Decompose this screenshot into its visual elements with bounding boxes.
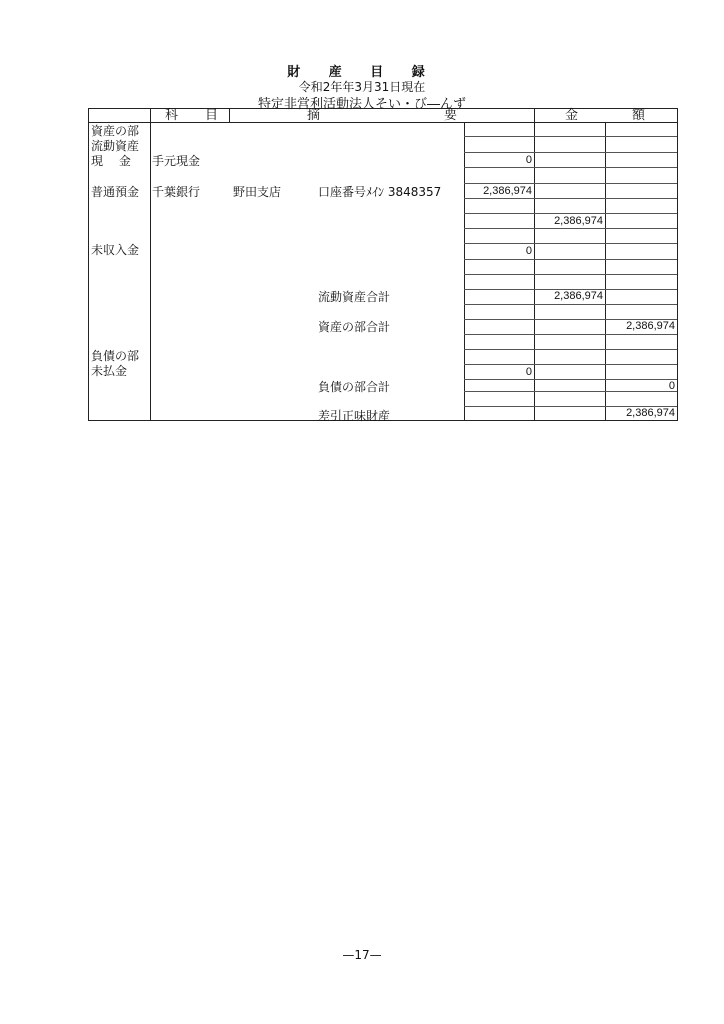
label-receivable: 未収入金	[91, 243, 140, 257]
label-assets-section: 資産の部	[91, 124, 140, 138]
row-line	[464, 228, 677, 229]
value-current-assets-total: 2,386,974	[554, 290, 603, 302]
row-line	[464, 183, 677, 184]
row-line	[464, 136, 677, 137]
value-assets-total: 2,386,974	[626, 320, 675, 332]
row-line	[464, 334, 677, 335]
label-assets-total: 資産の部合計	[318, 320, 391, 334]
document-title: 財 産 目 録	[287, 65, 437, 80]
label-cash: 現 金	[91, 154, 131, 168]
label-branch: 野田支店	[233, 185, 282, 199]
header-subject-2: 目	[205, 108, 219, 123]
label-current-assets: 流動資産	[91, 139, 140, 153]
col-divider	[150, 109, 151, 420]
label-cash-detail: 手元現金	[152, 154, 201, 168]
label-bank: 千葉銀行	[152, 185, 201, 199]
value-cash: 0	[525, 154, 532, 166]
row-line	[464, 198, 677, 199]
row-line	[464, 243, 677, 244]
label-net-assets: 差引正味財産	[318, 409, 391, 423]
row-line	[464, 304, 677, 305]
row-line	[464, 274, 677, 275]
header-summary-2: 要	[444, 108, 458, 123]
value-liabilities-total: 0	[668, 380, 675, 392]
header-amount-2: 額	[632, 108, 646, 123]
label-liabilities-total: 負債の部合計	[318, 380, 391, 394]
row-line	[464, 349, 677, 350]
header-summary-1: 摘	[307, 108, 321, 123]
label-liabilities-section: 負債の部	[91, 349, 140, 363]
label-payable: 未払金	[91, 364, 128, 378]
row-line	[464, 167, 677, 168]
value-payable: 0	[525, 366, 532, 378]
organization-name: 特定非営利活動法人そい・び―んず	[257, 97, 466, 112]
col-divider	[229, 109, 230, 123]
document-date: 令和2年年3月31日現在	[298, 80, 426, 94]
asset-inventory-table	[88, 108, 678, 421]
label-account: 口座番号ﾒｲﾝ 3848357	[318, 185, 442, 199]
page-number: —17—	[342, 948, 382, 962]
header-subject-1: 科	[165, 108, 179, 123]
row-line	[464, 152, 677, 153]
value-deposit-detail: 2,386,974	[483, 185, 532, 197]
col-divider	[534, 109, 535, 420]
label-deposit: 普通預金	[91, 185, 140, 199]
row-line	[464, 259, 677, 260]
value-receivable: 0	[525, 245, 532, 257]
value-net-assets: 2,386,974	[626, 407, 675, 419]
row-line	[464, 213, 677, 214]
row-line	[464, 364, 677, 365]
value-deposit-subtotal: 2,386,974	[554, 215, 603, 227]
header-amount-1: 金	[565, 108, 579, 123]
label-current-assets-total: 流動資産合計	[318, 290, 391, 304]
